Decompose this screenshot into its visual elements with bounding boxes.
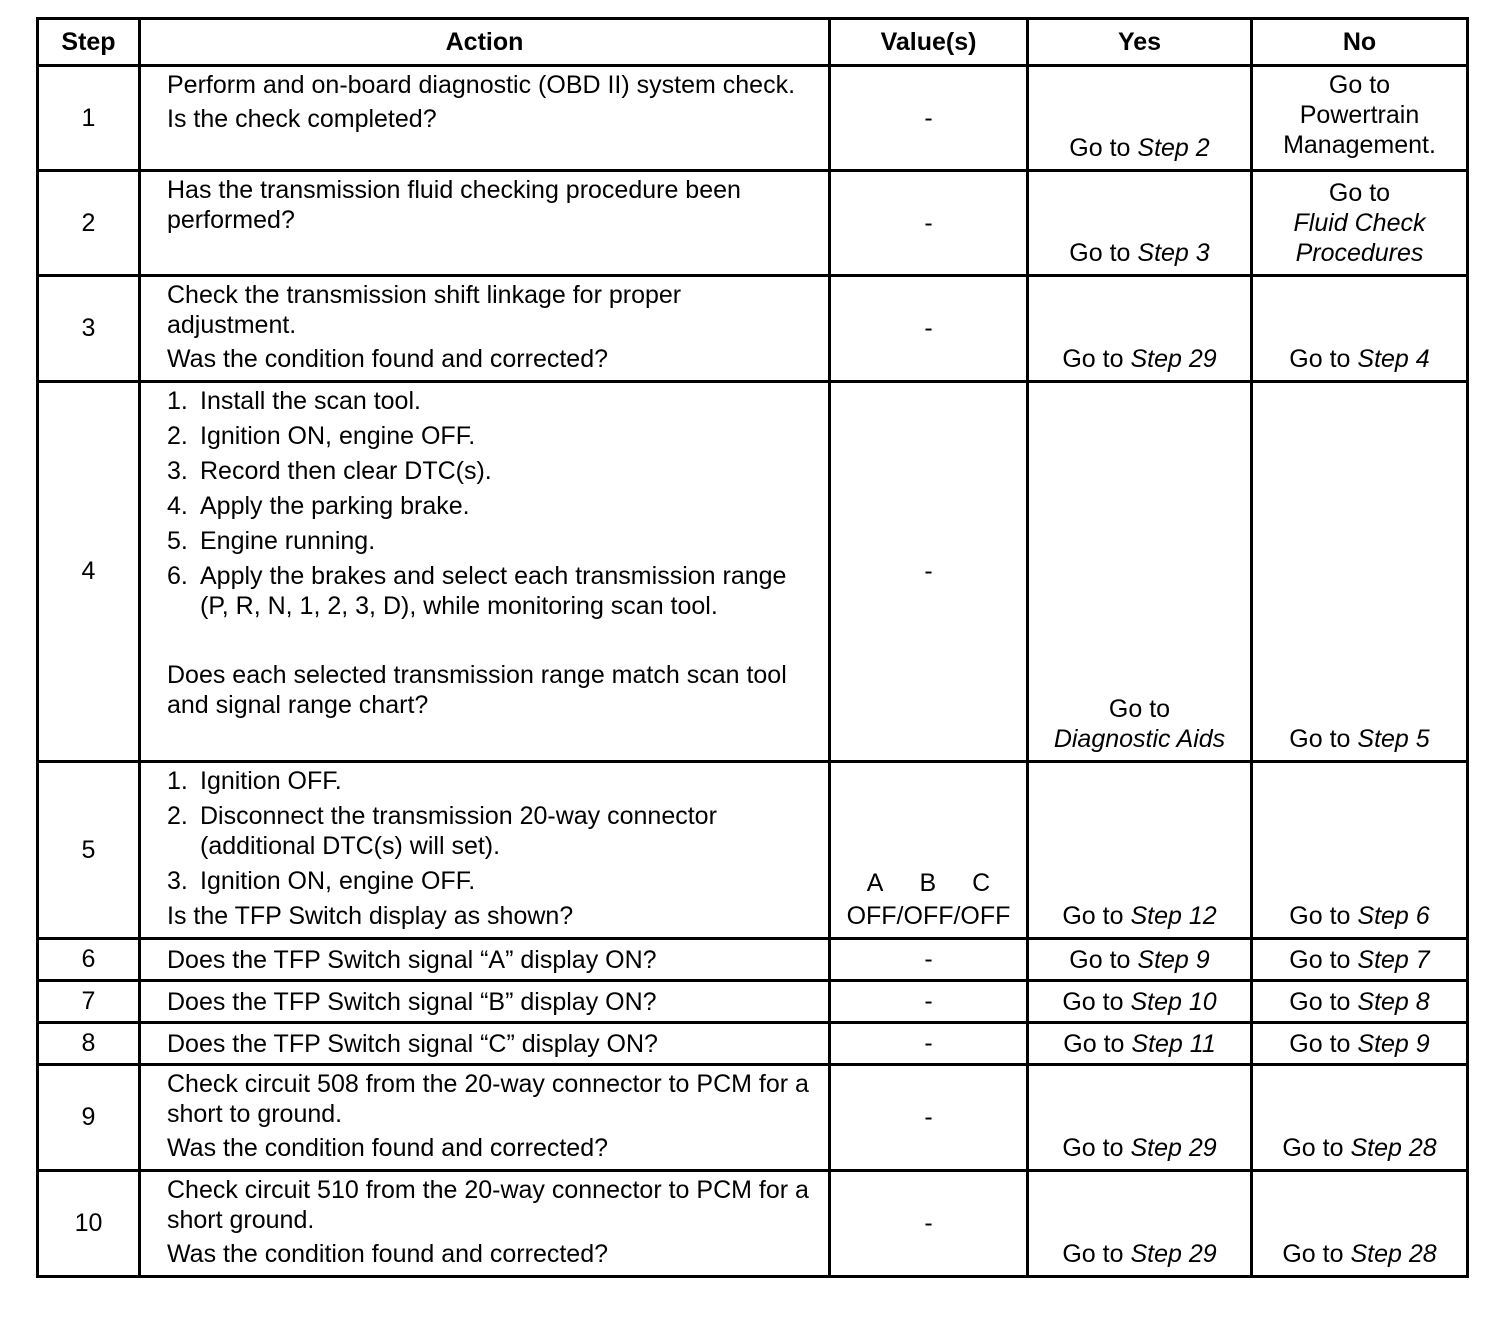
- value-cell: -: [830, 1171, 1028, 1277]
- no-link[interactable]: Step 4: [1357, 345, 1430, 373]
- step-number: 9: [38, 1065, 140, 1171]
- yes-link[interactable]: Step 29: [1130, 345, 1217, 373]
- step-number: 4: [38, 382, 140, 762]
- table-row: [38, 939, 1468, 981]
- no-cell: [1252, 981, 1468, 1023]
- yes-cell: [1028, 981, 1252, 1023]
- signal-label-a: A: [866, 869, 884, 897]
- no-link[interactable]: Step 7: [1357, 945, 1430, 974]
- list-item: 4. Apply the parking brake.: [167, 492, 470, 520]
- action-text: Perform and on-board diagnostic (OBD II) system check.: [167, 71, 796, 99]
- action-cell: Does the TFP Switch signal “C” display ON?: [140, 1023, 830, 1065]
- table-row: [38, 276, 1468, 382]
- step-number: 5: [38, 762, 140, 939]
- no-link[interactable]: Step 28: [1350, 1134, 1437, 1162]
- action-cell: [140, 66, 830, 171]
- action-text: Check circuit 510 from the 20-way connector to PCM for a short ground.: [167, 1176, 809, 1234]
- signal-label-c: C: [972, 869, 991, 897]
- table-row: [38, 171, 1468, 276]
- yes-link[interactable]: Step 3: [1137, 239, 1210, 267]
- value-cell: -: [830, 939, 1028, 981]
- list-item: 5. Engine running.: [167, 527, 376, 555]
- list-item: 1. Install the scan tool.: [167, 387, 421, 415]
- list-item: 2. Ignition ON, engine OFF.: [167, 422, 476, 450]
- value-cell: -: [830, 66, 1028, 171]
- table-row: [38, 762, 1468, 939]
- no-prefix: Go to: [1289, 945, 1351, 974]
- action-text: Has the transmission fluid checking procedure been performed?: [167, 176, 741, 234]
- substep-list: [167, 386, 818, 621]
- action-cell: [140, 276, 830, 382]
- yes-prefix: Go to: [1069, 239, 1131, 267]
- table-row: [38, 382, 1468, 762]
- no-link[interactable]: Step 5: [1357, 725, 1430, 753]
- action-cell: [140, 382, 830, 762]
- table-row: [38, 1023, 1468, 1065]
- yes-prefix: Go to: [1062, 345, 1124, 373]
- substep-list: [167, 766, 818, 896]
- header-no: No: [1252, 19, 1468, 66]
- action-question: Is the TFP Switch display as shown?: [167, 902, 574, 930]
- header-values: Value(s): [830, 19, 1028, 66]
- list-item: 3. Ignition ON, engine OFF.: [167, 867, 476, 895]
- yes-link[interactable]: Step 2: [1137, 134, 1210, 162]
- list-item: 2. Disconnect the transmission 20-way connector (additional DTC(s) will set).: [167, 802, 717, 860]
- list-item: 1. Ignition OFF.: [167, 767, 342, 795]
- yes-cell: [1028, 1065, 1252, 1171]
- no-cell: [1252, 762, 1468, 939]
- yes-link[interactable]: Step 29: [1130, 1240, 1217, 1268]
- value-cell: -: [830, 171, 1028, 276]
- yes-prefix: Go to: [1069, 134, 1131, 162]
- yes-link[interactable]: Step 11: [1131, 1029, 1216, 1058]
- no-prefix: Go to: [1282, 1240, 1344, 1268]
- step-number: 1: [38, 66, 140, 171]
- signal-label-b: B: [919, 869, 937, 897]
- no-prefix: Go to: [1282, 1134, 1344, 1162]
- no-link[interactable]: Step 28: [1350, 1240, 1437, 1268]
- yes-link[interactable]: Diagnostic Aids: [1053, 725, 1226, 753]
- yes-cell: [1028, 762, 1252, 939]
- value-cell: -: [830, 981, 1028, 1023]
- header-yes: Yes: [1028, 19, 1252, 66]
- action-question: Was the condition found and corrected?: [167, 1240, 609, 1268]
- action-cell: [140, 1065, 830, 1171]
- no-prefix: Go to: [1289, 725, 1351, 753]
- no-link[interactable]: Step 9: [1357, 1029, 1430, 1058]
- action-cell: [140, 1171, 830, 1277]
- value-cell: -: [830, 382, 1028, 762]
- no-cell: [1252, 171, 1468, 276]
- yes-link[interactable]: Step 12: [1130, 902, 1217, 930]
- no-cell: [1252, 1065, 1468, 1171]
- no-cell: [1252, 1171, 1468, 1277]
- yes-prefix: Go to: [1062, 1240, 1124, 1268]
- no-prefix: Go to: [1289, 902, 1351, 930]
- no-text[interactable]: Go to Powertrain Management.: [1283, 71, 1436, 159]
- table-row: [38, 981, 1468, 1023]
- no-cell: [1252, 382, 1468, 762]
- table-row: [38, 1065, 1468, 1171]
- action-cell: [140, 762, 830, 939]
- table-row: [38, 1171, 1468, 1277]
- yes-prefix: Go to: [1062, 1134, 1124, 1162]
- value-cell: -: [830, 1023, 1028, 1065]
- yes-cell: [1028, 276, 1252, 382]
- yes-cell: [1028, 382, 1252, 762]
- yes-cell: [1028, 939, 1252, 981]
- step-number: 10: [38, 1171, 140, 1277]
- no-cell: [1252, 1023, 1468, 1065]
- no-link[interactable]: Fluid Check Procedures: [1293, 209, 1426, 267]
- table-row: [38, 66, 1468, 171]
- action-text: Check the transmission shift linkage for proper adjustment.: [167, 281, 682, 339]
- no-link[interactable]: Step 8: [1357, 987, 1430, 1016]
- action-question: Was the condition found and corrected?: [167, 1134, 609, 1162]
- action-question: Was the condition found and corrected?: [167, 345, 609, 373]
- yes-prefix: Go to: [1062, 987, 1124, 1016]
- yes-prefix: Go to: [1062, 902, 1124, 930]
- step-number: 8: [38, 1023, 140, 1065]
- no-prefix: Go to: [1328, 179, 1391, 207]
- action-text: Check circuit 508 from the 20-way connector to PCM for a short to ground.: [167, 1070, 809, 1128]
- no-prefix: Go to: [1289, 987, 1351, 1016]
- yes-link[interactable]: Step 9: [1137, 945, 1210, 974]
- yes-prefix: Go to: [1063, 1029, 1125, 1058]
- yes-prefix: Go to: [1108, 695, 1171, 723]
- no-link[interactable]: Step 6: [1357, 902, 1430, 930]
- value-cell: -: [830, 276, 1028, 382]
- header-step: Step: [38, 19, 140, 66]
- header-action: Action: [140, 19, 830, 66]
- value-cell: [830, 762, 1028, 939]
- action-question: Is the check completed?: [167, 105, 437, 133]
- action-cell: [140, 171, 830, 276]
- action-cell: Does the TFP Switch signal “B” display ON?: [140, 981, 830, 1023]
- yes-cell: [1028, 1023, 1252, 1065]
- step-number: 3: [38, 276, 140, 382]
- yes-link[interactable]: Step 10: [1130, 987, 1217, 1016]
- step-number: 6: [38, 939, 140, 981]
- diagnostic-table: [36, 17, 1469, 1278]
- signal-values: OFF/OFF/OFF: [846, 902, 1011, 930]
- yes-link[interactable]: Step 29: [1130, 1134, 1217, 1162]
- yes-cell: [1028, 1171, 1252, 1277]
- no-cell: [1252, 66, 1468, 171]
- no-prefix: Go to: [1289, 1029, 1351, 1058]
- no-cell: [1252, 276, 1468, 382]
- list-item: 6. Apply the brakes and select each transmission range (P, R, N, 1, 2, 3, D), while monitoring scan tool.: [167, 562, 787, 620]
- yes-cell: [1028, 171, 1252, 276]
- yes-cell: [1028, 66, 1252, 171]
- action-question: Does each selected transmission range match scan tool and signal range chart?: [167, 661, 787, 719]
- no-prefix: Go to: [1289, 345, 1351, 373]
- step-number: 2: [38, 171, 140, 276]
- header-row: [38, 19, 1468, 66]
- no-cell: [1252, 939, 1468, 981]
- step-number: 7: [38, 981, 140, 1023]
- signal-labels: [831, 869, 1026, 898]
- action-cell: Does the TFP Switch signal “A” display ON?: [140, 939, 830, 981]
- value-cell: -: [830, 1065, 1028, 1171]
- list-item: 3. Record then clear DTC(s).: [167, 457, 492, 485]
- yes-prefix: Go to: [1069, 945, 1131, 974]
